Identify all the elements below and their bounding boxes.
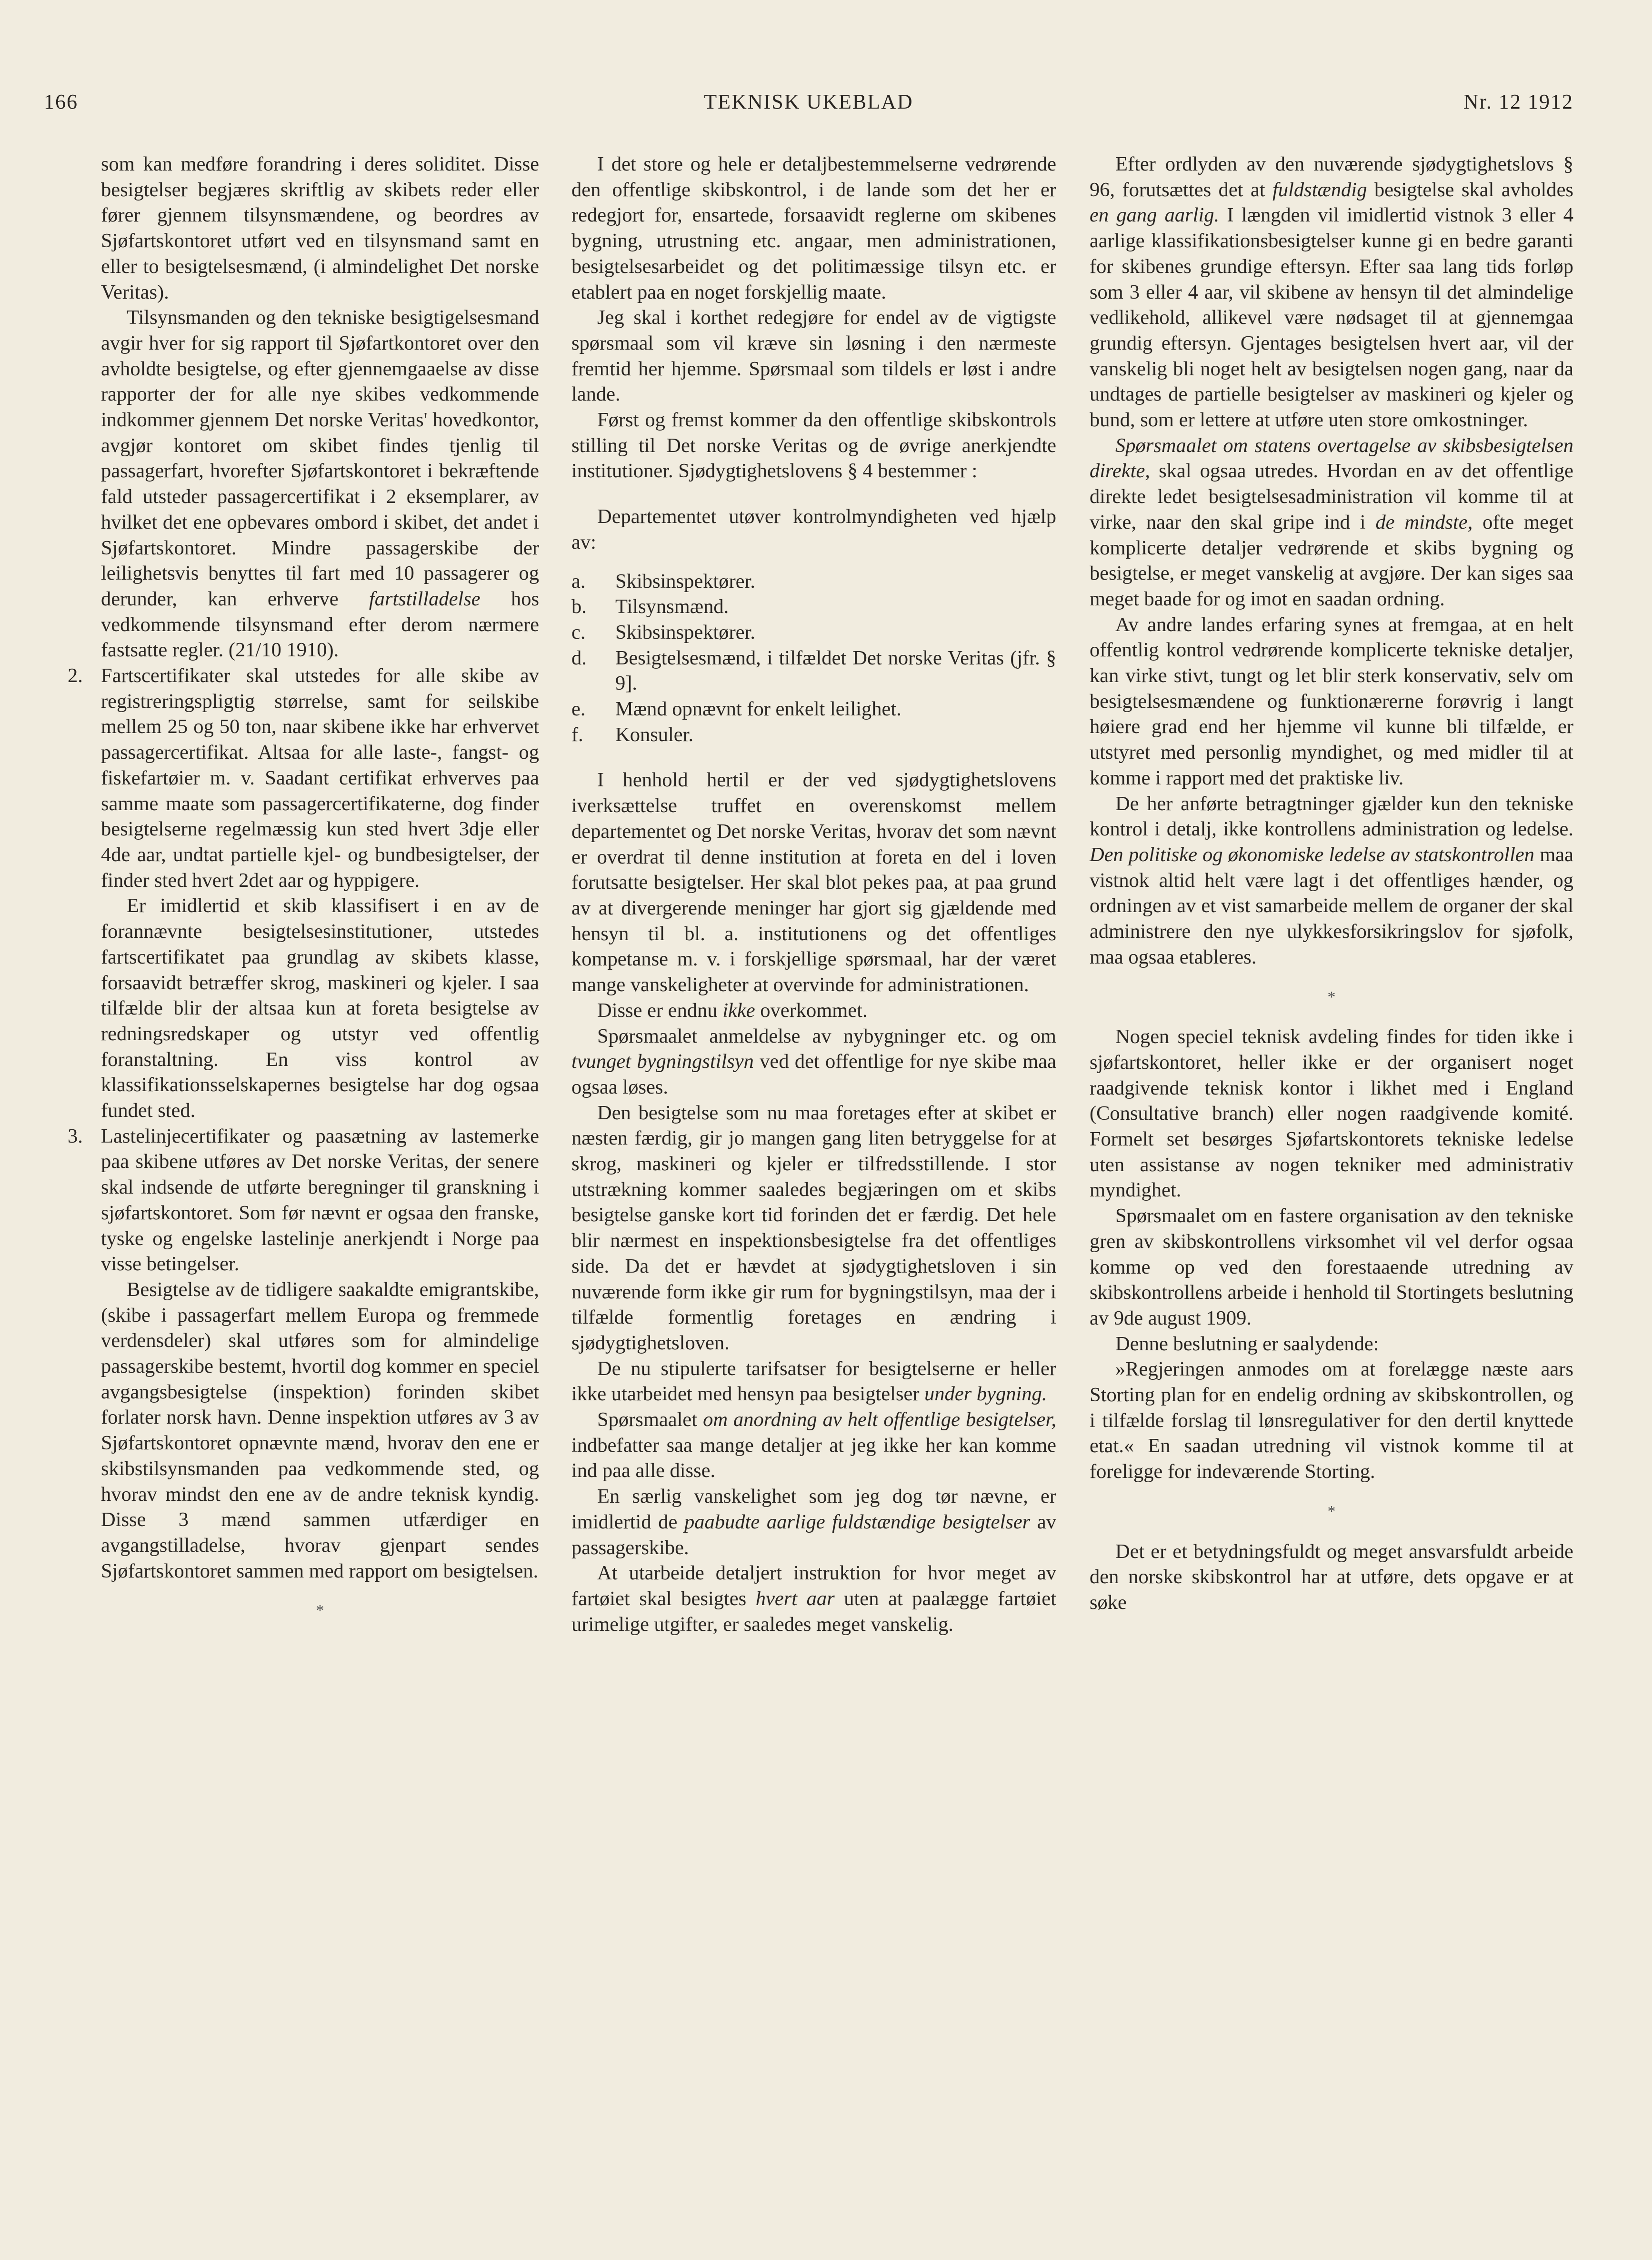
item-number: 3. [68, 1125, 83, 1147]
paragraph: De her anførte betragtninger gjælder kun den tekniske kontrol i detalj, ikke kontrollens administration og ledelse. Den politiske og økonomiske ledelse av statskontrollen maa vistnok altid helt være lagt i det offentliges hænder, og ordningen av et vist samarbeide mellem de organer der skal administrere den nye ulykkesforsikringslov for sjøfolk, maa ogsaa etableres. [1090, 792, 1573, 968]
paragraph: Disse er endnu ikke overkommet. [597, 999, 868, 1022]
paragraph: Det er et betydningsfuldt og meget ansvarsfuldt arbeide den norske skibskontrol har at utføre, dets opgave er at søke [1090, 1540, 1573, 1614]
list [571, 569, 1056, 748]
text-column-3 [1090, 151, 1573, 2238]
numbered-paragraph: 2. Fartscertifikater skal utstedes for alle skibe av registreringspligtig størrelse, samt for seilskibe mellem 25 og 50 ton, naar skibene ikke har erhvervet passagercertifikat. Altsaa for alle laste-, fangst- og fiskefartøier m. v. Saadant certifikat erhverves paa samme maate som passagercertifikaterne, dog finder besigtelserne regelmæssig kun sted hvert 3dje eller 4de aar, undtat partielle kjel- og bundbesigtelser, der finder sted hvert 2det aar og hyppigere. [101, 663, 539, 893]
paragraph: Nogen speciel teknisk avdeling findes for tiden ikke i sjøfartskontoret, heller ikke er der organisert noget raadgivende teknisk kontor i likhet med i England (Consultative branch) eller nogen raadgivende komité. Formelt set besørges Sjøfartskontorets tekniske ledelse uten assistanse av nogen tekniker med administrativ myndighet. [1090, 1025, 1573, 1202]
paragraph: Er imidlertid et skib klassifisert i en av de forannævnte besigtelsesinstitutioner, utstedes fartscertifikatet paa grundlag av skibets klasse, forsaavidt betræffer skrog, maskineri og kjeler. I saa tilfælde blir der altsaa kun at foreta besigtelse av redningsredskaper og utstyr ved offentlig foranstaltning. En viss kontrol av klassifikationsselskapernes besigtelse har dog ogsaa fundet sted. [101, 894, 539, 1122]
paragraph: som kan medføre forandring i deres soliditet. Disse besigtelser begjæres skriftlig av skibets reder eller fører gjennem tilsynsmændene, og beordres av Sjøfartskontoret utført ved en tilsynsmand samt en eller to besigtelsesmænd, (i almindelighet Det norske Veritas). [101, 153, 539, 303]
numbered-paragraph: 3. Lastelinjecertifikater og paasætning av lastemerke paa skibene utføres av Det norske Veritas, der senere skal indsende de utførte beregninger til granskning i sjøfartskontoret. Som før nævnt er ogsaa den franske, tyske og engelske lastelinje anerkjendt i Norge paa visse betingelser. [101, 1124, 539, 1277]
paragraph: De nu stipulerte tarifsatser for besigtelserne er heller ikke utarbeidet med hensyn paa besigtelser under bygning. [571, 1357, 1056, 1406]
page-number: 166 [44, 90, 78, 113]
list-item: d. Besigtelsesmænd, i tilfældet Det norske Veritas (jfr. § 9]. [571, 646, 1056, 695]
page-header [44, 90, 1573, 123]
paragraph: Efter ordlyden av den nuværende sjødygtighetslovs § 96, forutsættes det at fuldstændig besigtelse skal avholdes en gang aarlig. I længden vil imidlertid vistnok 3 eller 4 aarlige klassifikationsbesigtelser kunne gi en bedre garanti for skibenes grundige eftersyn. Efter saa lang tids forløp som 3 eller 4 aar, vil skibene av hensyn til det almindelige vedlikehold, allikevel være nødsaget til at gjennemgaa grundig eftersyn. Gjentages besigtelsen hvert aar, vil der vanskelig bli noget helt av besigtelsen nogen gang, naar da undtages de partielle besigtelser av maskineri og kjeler og bund, som er lettere at utføre uten store omkostninger. [1090, 153, 1573, 432]
paragraph: Spørsmaalet om anordning av helt offentlige besigtelser, indbefatter saa mange detaljer at jeg ikke her kan komme ind paa alle disse. [571, 1408, 1057, 1482]
section-separator: * [1327, 1502, 1336, 1520]
journal-title: TEKNISK UKEBLAD [704, 90, 913, 113]
text-column-2 [571, 151, 1056, 2238]
paragraph: At utarbeide detaljert instruktion for hvor meget av fartøiet skal besigtes hvert aar uten at paalægge fartøiet urimelige utgifter, er saaledes meget vanskelig. [571, 1562, 1057, 1636]
paragraph: Av andre landes erfaring synes at fremgaa, at en helt offentlig kontrol vedrørende komplicerte tekniske detaljer, kan virke stivt, tungt og let blir sterk konservativ, selv om besigtelsesmændene og funktionærerne forøvrig i langt høiere grad end her hjemme vil kunne bli tilfælde, er utstyret med personlig myndighet, og med midler til at komme i rapport med det praktiske liv. [1090, 613, 1573, 789]
list-item: c. Skibsinspektører. [571, 621, 755, 643]
paragraph: Jeg skal i korthet redegjøre for endel av de vigtigste spørsmaal som vil kræve sin løsning i den nærmeste fremtid her hjemme. Spørsmaal som tildels er løst i andre lande. [571, 306, 1056, 406]
list-item: e. Mænd opnævnt for enkelt leilighet. [571, 698, 901, 721]
item-number: 2. [68, 664, 83, 687]
paragraph: Besigtelse av de tidligere saakaldte emigrantskibe, (skibe i passagerfart mellem Europa og fremmede verdensdeler) skal utføres som for almindelige passagerskibe bestemt, hvortil dog kommer en speciel avgangsbesigtelse (inspektion) forinden skibet forlater norsk havn. Denne inspektion utføres av 3 av Sjøfartskontoret opnævnte mænd, hvorav den ene er skibstilsynsmanden paa vedkommende sted, og hvorav mindst den ene av de andre teknisk kyndig. Disse 3 mænd sammen utfærdiger en avgangstilladelse, hvorav gjenpart sendes Sjøfartskontoret sammen med rapport om besigtelsen. [101, 1278, 539, 1582]
paragraph: Den besigtelse som nu maa foretages efter at skibet er næsten færdig, gir jo mangen gang liten betryggelse for at skrog, maskineri og kjeler er tilfredsstillende. I stor utstrækning kommer saaledes begjæringen om et skibs besigtelse ganske kort tid forinden det er færdig. Det hele blir nærmest en inspektionsbesigtelse fra det offentliges side. Da det er hævdet at sjødygtighetsloven i sin nuværende form ikke gir rum for bygningstilsyn, maa der i tilfælde formentlig foretages en ændring i sjødygtighetsloven. [571, 1101, 1056, 1354]
paragraph: Først og fremst kommer da den offentlige skibskontrols stilling til Det norske Veritas og de øvrige anerkjendte institutioner. Sjødygtighetslovens § 4 bestemmer : [571, 409, 1056, 482]
issue-label: Nr. 12 1912 [1463, 90, 1573, 113]
paragraph: En særlig vanskelighet som jeg dog tør nævne, er imidlertid de paabudte aarlige fuldstændige besigtelser av passagerskibe. [571, 1485, 1056, 1559]
section-separator: * [1327, 988, 1336, 1006]
paragraph: »Regjeringen anmodes om at forelægge næste aars Storting plan for en endelig ordning av skibskontrollen, og i tilfælde forslag til lønsregulativer for den dertil knyttede etat.« En saadan utredning vil vistnok komme til at foreligge for indeværende Storting. [1090, 1358, 1573, 1483]
list-item: a. Skibsinspektører. [571, 570, 755, 593]
emphasis: fartstilladelse [369, 587, 481, 610]
section-separator: * [316, 1602, 324, 1620]
text-column-1 [68, 151, 540, 2238]
paragraph: Spørsmaalet anmeldelse av nybygninger etc. og om tvunget bygningstilsyn ved det offentlige for nye skibe maa ogsaa løses. [571, 1025, 1057, 1098]
paragraph: I det store og hele er detaljbestemmelserne vedrørende den offentlige skibskontrol, i de lande som det her er redegjort for, ensartede, forsaavidt reglerne om skibenes bygning, utrustning etc. angaar, men administrationen, besigtelsesarbeidet og det politimæssige tilsyn etc. er etablert paa en noget forskjellig maate. [571, 153, 1056, 303]
paragraph: I henhold hertil er der ved sjødygtighetslovens iverksættelse truffet en overenskomst mellem departementet og Det norske Veritas, hvorav det som nævnt er overdrat til denne institution at foreta en del i loven forutsatte besigtelser. Her skal blot pekes paa, at paa grund av at divergerende meninger har gjort sig gjældende med hensyn til bl. a. institutionens og det offentliges kompetanse m. v. i forskjellige spørsmaal, har der været mange vanskeligheter at overvinde for administrationen. [571, 769, 1056, 996]
paragraph: Denne beslutning er saalydende: [1115, 1332, 1379, 1355]
paragraph: Tilsynsmanden og den tekniske besigtigelsesmand avgir hver for sig rapport til Sjøfartkontoret over den avholdte besigtelse, og efter gjennemgaaelse av disse rapporter der for alle nye skibes vedkommende indkommer gjennem Det norske Veritas' hovedkontor, avgjør kontoret om skibet findes tjenlig til passagerfart, hvorefter Sjøfartskontoret i bekræftende fald utsteder passagercertifikat i 2 eksemplarer, av hvilket det ene opbevares ombord i skibet, det andet i Sjøfartskontoret. Mindre passagerskibe der leilighetsvis benyttes til fart med 10 passagerer og derunder, kan erhverve fartstilladelse hos vedkommende tilsynsmand efter derom nærmere fastsatte regler. (21/10 1910). [101, 306, 540, 662]
list-item: f. Konsuler. [571, 723, 694, 746]
paragraph: Spørsmaalet om en fastere organisation av den tekniske gren av skibskontrollens virksomhet vil vel derfor ogsaa komme op ved den forestaaende utredning av skibskontrollens arbeide i henhold til Stortingets beslutning av 9de august 1909. [1090, 1205, 1573, 1329]
quoted-paragraph: Departementet utøver kontrolmyndigheten ved hjælp av: [571, 505, 1056, 553]
list-item: b. Tilsynsmænd. [571, 595, 729, 618]
paragraph: Spørsmaalet om statens overtagelse av skibsbesigtelsen direkte, skal ogsaa utredes. Hvordan en av det offentlige direkte ledet besigtelsesadministration vil komme til at virke, naar den skal gripe ind i de mindste, ofte meget komplicerte detaljer vedrørende et skibs bygning og besigtelse, er meget vanskelig at avgjøre. Der kan siges saa meget baade for og imot en saadan ordning. [1090, 434, 1574, 610]
